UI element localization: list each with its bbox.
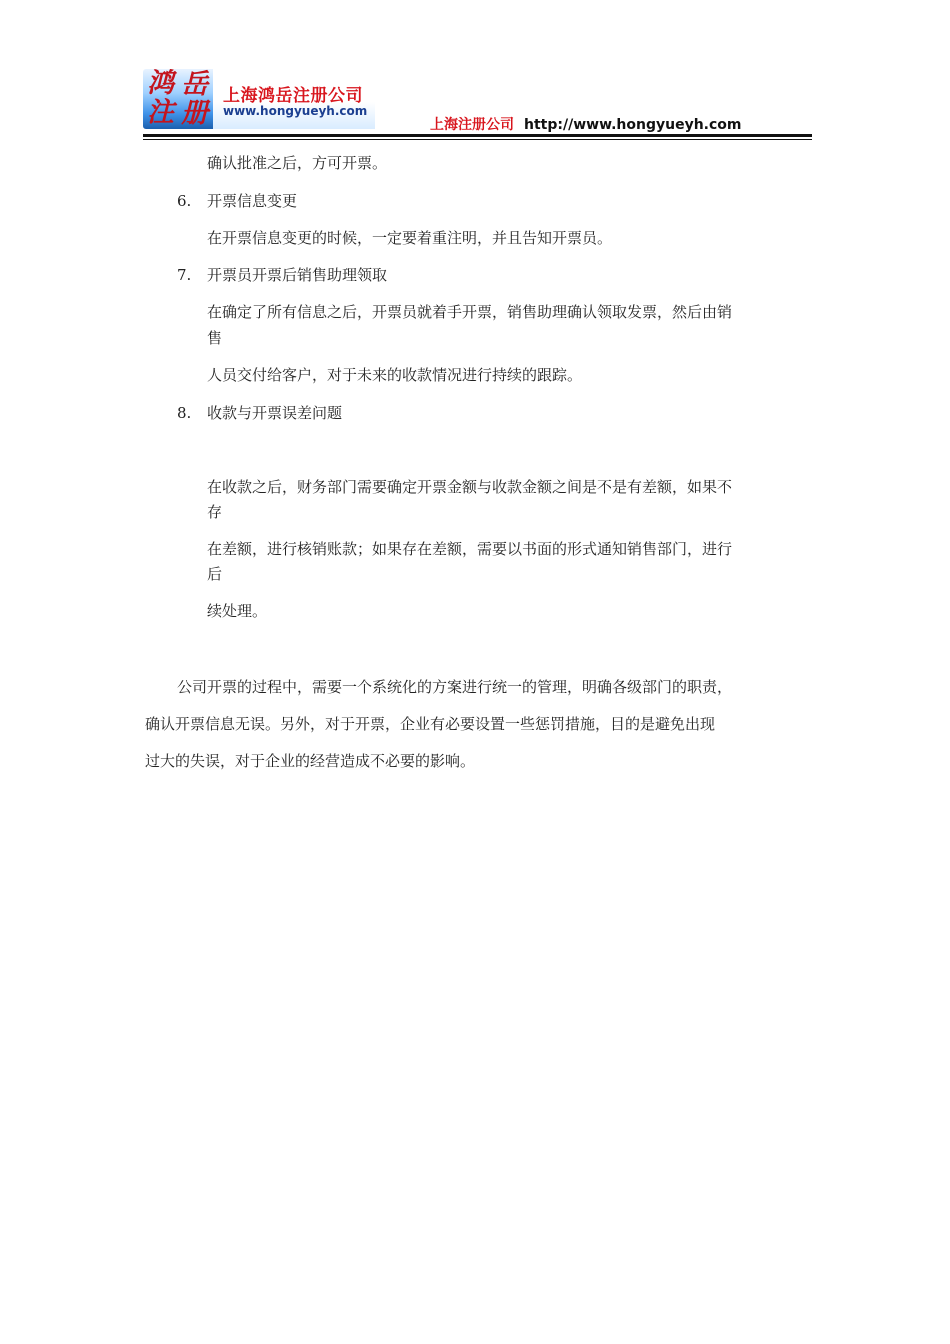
header-rule-thin: [143, 139, 812, 140]
paragraph-line: 过大的失误，对于企业的经营造成不必要的影响。: [145, 752, 476, 770]
logo-glyph: 岳: [181, 69, 208, 100]
body-text-line: 售: [207, 329, 223, 347]
list-item-7: [177, 265, 387, 285]
list-item-title: 开票员开票后销售助理领取: [207, 266, 388, 284]
body-text-line: 后: [207, 565, 223, 583]
list-item-number: 6.: [177, 192, 192, 210]
header-company-info: [430, 114, 742, 134]
page-header: [0, 0, 950, 145]
header-url-link[interactable]: http://www.hongyueyh.com: [524, 117, 742, 133]
header-company-name: 上海注册公司: [430, 117, 514, 133]
body-text-line: 人员交付给客户，对于未来的收款情况进行持续的跟踪。: [207, 366, 583, 384]
company-logo: [143, 69, 375, 129]
logo-glyph: 鸿: [147, 69, 174, 99]
paragraph-line: 公司开票的过程中，需要一个系统化的方案进行统一的管理，明确各级部门的职责，: [177, 678, 733, 696]
list-item-number: 8.: [177, 404, 192, 422]
body-text-line: 确认批准之后，方可开票。: [207, 154, 388, 172]
logo-url: www.hongyueyh.com: [223, 104, 368, 118]
body-text-line: 存: [207, 503, 223, 521]
body-text-line: 在差额，进行核销账款；如果存在差额，需要以书面的形式通知销售部门，进行: [207, 540, 733, 558]
body-text-line: 在收款之后，财务部门需要确定开票金额与收款金额之间是不是有差额，如果不: [207, 478, 733, 496]
paragraph-line: 确认开票信息无误。另外，对于开票，企业有必要设置一些惩罚措施，目的是避免出现: [145, 715, 716, 733]
list-item-number: 7.: [177, 266, 192, 284]
logo-glyph: 册: [181, 98, 208, 129]
list-item-title: 开票信息变更: [207, 192, 298, 210]
body-text-line: 在确定了所有信息之后，开票员就着手开票，销售助理确认领取发票，然后由销: [207, 303, 733, 321]
logo-badge: [143, 69, 216, 129]
list-item-title: 收款与开票误差问题: [207, 404, 343, 422]
body-text-line: 续处理。: [207, 602, 268, 620]
header-rule-thick: [143, 134, 812, 137]
logo-glyph: 注: [147, 97, 174, 128]
list-item-6: [177, 191, 297, 211]
body-text-line: 在开票信息变更的时候，一定要着重注明，并且告知开票员。: [207, 229, 613, 247]
list-item-8: [177, 403, 342, 423]
logo-title: 上海鸿岳注册公司: [223, 86, 363, 106]
